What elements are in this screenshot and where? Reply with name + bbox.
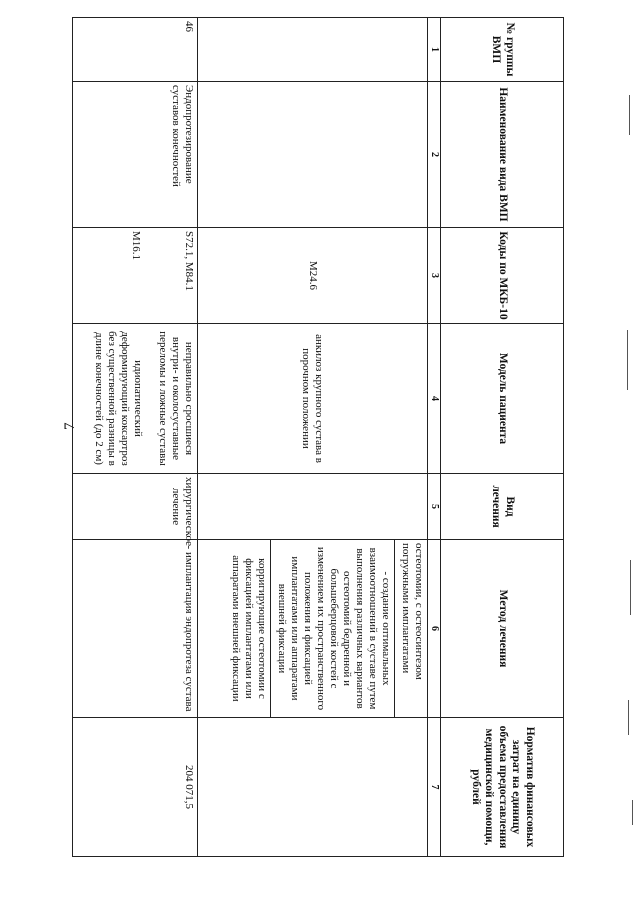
- rotated-table-container: [72, 17, 564, 856]
- patient-model-cell: анкилоз крупного сустава в порочном положении: [198, 324, 428, 474]
- scan-artifact: [629, 95, 630, 135]
- vmp-table: [72, 17, 564, 857]
- scan-artifact: [632, 800, 633, 825]
- method-corrective-osteotomy: корригирующие остеотомии с фиксацией имплантатами или аппаратами внешней фиксации: [230, 555, 269, 702]
- column-number: 5: [428, 474, 441, 540]
- patient-model-cell: [73, 324, 198, 474]
- header-treatment-method: Метод лечения: [441, 540, 564, 718]
- column-number: 3: [428, 228, 441, 324]
- scan-artifact: [627, 330, 628, 390]
- scan-artifact: [628, 700, 629, 735]
- column-number: 1: [428, 18, 441, 82]
- column-number-row: [428, 18, 441, 857]
- header-patient-model: Модель пациента: [441, 324, 564, 474]
- header-cost-norm: Норматив финансовых затрат на единицу объема предоставления медицинской помощи, рублей: [441, 718, 564, 857]
- header-icd-codes: Коды по МКБ-10: [441, 228, 564, 324]
- cost-cell-empty: [198, 718, 428, 857]
- model-fractures: неправильно сросшиеся внутри- и околосуставные переломы и ложные суставы: [157, 331, 195, 466]
- icd-codes-cell: [73, 228, 198, 324]
- icd-code-cell: M24.6: [198, 228, 428, 324]
- method-optimal-relations: - создание оптимальных взаимоотношений в суставе путем выполнения различных вариантов остеотомий бедренной и большеберцовой костей с изменением их пространственного положения и фиксацией имплантатами или аппаратами внешней фиксации: [270, 540, 394, 717]
- cost-cell: 204 071,5: [73, 718, 198, 857]
- icd-code-2: M16.1: [130, 231, 143, 261]
- header-row: [441, 18, 564, 857]
- treatment-type-cell-empty: [198, 474, 428, 540]
- group-cell-empty: [198, 18, 428, 82]
- column-number: 6: [428, 540, 441, 718]
- column-number: 7: [428, 718, 441, 857]
- table-row: [73, 18, 198, 857]
- treatment-type-cell: хирургическое лечение: [73, 474, 198, 540]
- table-row: [198, 18, 428, 857]
- vmp-name-cell: Эндопротезирование суставов конечностей: [73, 82, 198, 228]
- icd-code-1: S72.1, M84.1: [183, 231, 195, 291]
- method-cell: - имплантация эндопротеза сустава: [73, 540, 198, 718]
- group-number-cell: 46: [73, 18, 198, 82]
- name-cell-empty: [198, 82, 428, 228]
- header-vmp-name: Наименование вида ВМП: [441, 82, 564, 228]
- column-number: 2: [428, 82, 441, 228]
- page-number: 7: [62, 422, 78, 430]
- header-treatment-type: Вид лечения: [441, 474, 564, 540]
- header-group-number: № группы ВМП: [441, 18, 564, 82]
- method-cell: [198, 540, 428, 718]
- method-osteotomy: остеотомии, с остеосинтезом погружными имплантатами: [394, 540, 427, 717]
- model-coxarthrosis: идиопатический деформирующий коксартроз без существенной разницы в длине конечностей (до 2 см): [93, 331, 145, 466]
- scan-artifact: [630, 560, 631, 615]
- column-number: 4: [428, 324, 441, 474]
